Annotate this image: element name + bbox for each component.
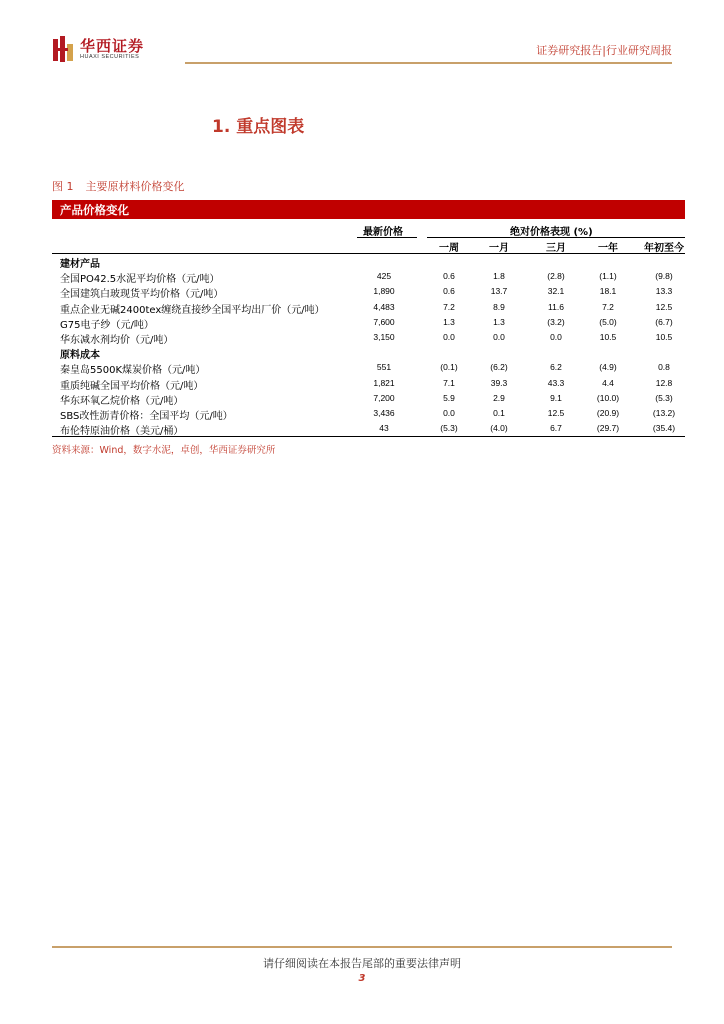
cell-latest-price: 1,890: [373, 286, 395, 297]
cell-change-value: (4.9): [599, 362, 617, 373]
table-title-bar: [52, 200, 685, 219]
cell-change-value: (5.3): [655, 392, 673, 403]
report-type-label: 证券研究报告|行业研究周报: [536, 44, 672, 57]
table-title: 产品价格变化: [60, 203, 129, 217]
cell-change-value: 1.3: [443, 316, 455, 327]
cell-latest-price: 1,821: [373, 377, 395, 388]
cell-change-value: (6.2): [490, 362, 508, 373]
cell-change-value: 0.0: [443, 332, 455, 342]
row-label: 秦皇岛5500K煤炭价格（元/吨）: [60, 365, 206, 377]
cell-change-value: 5.9: [443, 392, 455, 403]
table-row: [52, 392, 685, 407]
row-label: G75电子纱（元/吨）: [60, 319, 154, 331]
cell-change-value: 0.6: [443, 286, 455, 297]
table-row: [52, 422, 685, 437]
cell-change-value: (1.1): [599, 271, 617, 282]
col-header-period: 一月: [489, 243, 509, 254]
cell-change-value: (13.2): [652, 408, 676, 418]
cell-latest-price: 43: [379, 423, 389, 434]
table-row: [52, 361, 685, 376]
cell-change-value: 13.3: [655, 286, 673, 297]
table-bottom-line: [52, 436, 685, 437]
col-header-period: 三月: [546, 243, 566, 254]
price-table: [52, 219, 685, 437]
cell-change-value: 1.8: [493, 271, 505, 282]
cell-change-value: (0.1): [440, 362, 458, 373]
col-header-latest: 最新价格: [363, 227, 403, 238]
cell-change-value: 12.8: [655, 377, 673, 388]
logo-subtext: HUAXI SECURITIES: [80, 54, 140, 60]
row-label: SBS改性沥青价格：全国平均（元/吨）: [60, 411, 233, 422]
figure-caption-text: 主要原材料价格变化: [85, 180, 185, 193]
section-title: 1. 重点图表: [212, 117, 305, 137]
cell-change-value: 6.7: [550, 423, 562, 434]
cell-change-value: 7.2: [443, 301, 455, 312]
cell-change-value: (3.2): [547, 316, 565, 327]
cell-change-value: (9.8): [655, 271, 673, 282]
group-label: 建材产品: [60, 259, 100, 270]
cell-change-value: 12.5: [655, 301, 673, 312]
cell-change-value: 0.1: [493, 408, 505, 418]
cell-change-value: 2.9: [493, 392, 505, 403]
cell-change-value: 6.2: [550, 362, 562, 373]
header-underline-latest: [357, 237, 417, 238]
cell-change-value: (6.7): [655, 316, 673, 327]
row-label: 布伦特原油价格（美元/桶）: [60, 426, 184, 438]
row-label: 华东环氧乙烷价格（元/吨）: [60, 395, 184, 407]
cell-change-value: (29.7): [596, 423, 620, 434]
cell-latest-price: 3,150: [373, 332, 395, 342]
cell-change-value: 32.1: [547, 286, 565, 297]
cell-latest-price: 4,483: [373, 301, 395, 312]
cell-change-value: 10.5: [599, 332, 617, 342]
cell-change-value: 0.0: [550, 332, 562, 342]
cell-change-value: 0.0: [493, 332, 505, 342]
col-header-group: 绝对价格表现 (%): [510, 227, 593, 238]
legal-notice: 请仔细阅读在本报告尾部的重要法律声明: [263, 957, 461, 970]
cell-change-value: 39.3: [490, 377, 508, 388]
table-row: [52, 301, 685, 316]
cell-change-value: (5.3): [440, 423, 458, 434]
cell-change-value: (2.8): [547, 271, 565, 282]
col-header-period: 一周: [439, 243, 459, 254]
table-group-row: [52, 255, 685, 270]
cell-change-value: (10.0): [596, 392, 620, 403]
cell-latest-price: 551: [376, 362, 392, 373]
cell-change-value: 0.6: [443, 271, 455, 282]
table-row: [52, 377, 685, 392]
logo-text: 华西证券: [80, 37, 145, 55]
figure-number: 图 1: [52, 180, 74, 193]
cell-latest-price: 7,200: [373, 392, 395, 403]
cell-change-value: (35.4): [652, 423, 676, 434]
row-label: 华东减水剂均价（元/吨）: [60, 335, 174, 346]
cell-change-value: 0.0: [443, 408, 455, 418]
cell-change-value: (5.0): [599, 316, 617, 327]
footer-divider: [52, 946, 672, 948]
cell-latest-price: 425: [376, 271, 392, 282]
source-note: 资料来源：Wind，数字水泥，卓创，华西证券研究所: [52, 445, 276, 456]
col-header-period: 一年: [598, 243, 618, 254]
cell-latest-price: 3,436: [373, 408, 395, 418]
cell-change-value: 4.4: [602, 377, 614, 388]
cell-change-value: 8.9: [493, 301, 505, 312]
cell-change-value: 10.5: [655, 332, 673, 342]
company-logo: [52, 36, 162, 62]
group-label: 原料成本: [60, 350, 100, 362]
cell-change-value: (20.9): [596, 408, 620, 418]
row-label: 重点企业无碱2400tex缠绕直接纱全国平均出厂价（元/吨）: [60, 304, 325, 316]
cell-change-value: 7.2: [602, 301, 614, 312]
page-number: 3: [358, 973, 366, 984]
cell-change-value: 11.6: [548, 301, 564, 312]
table-row: [52, 316, 685, 331]
table-row: [52, 407, 685, 422]
logo-mark-icon: [52, 36, 74, 62]
cell-latest-price: 7,600: [373, 316, 395, 327]
cell-change-value: 0.8: [658, 362, 670, 373]
col-header-period: 年初至今: [644, 243, 684, 254]
table-row: [52, 331, 685, 346]
header-divider: [185, 62, 672, 64]
cell-change-value: 1.3: [493, 316, 505, 327]
row-label: 全国建筑白玻现货平均价格（元/吨）: [60, 289, 224, 301]
cell-change-value: 9.1: [550, 392, 562, 403]
table-row: [52, 285, 685, 300]
table-row: [52, 270, 685, 285]
cell-change-value: 7.1: [443, 377, 455, 388]
row-label: 重质纯碱全国平均价格（元/吨）: [60, 380, 204, 392]
cell-change-value: 43.3: [547, 377, 565, 388]
figure-caption: [52, 178, 185, 194]
cell-change-value: 13.7: [490, 286, 508, 297]
cell-change-value: 18.1: [599, 286, 617, 297]
header-bottom-line: [52, 253, 685, 254]
table-group-row: [52, 346, 685, 361]
header-underline-group: [427, 237, 685, 238]
cell-change-value: 12.5: [547, 408, 565, 418]
cell-change-value: (4.0): [490, 423, 508, 434]
row-label: 全国PO42.5水泥平均价格（元/吨）: [60, 274, 220, 286]
